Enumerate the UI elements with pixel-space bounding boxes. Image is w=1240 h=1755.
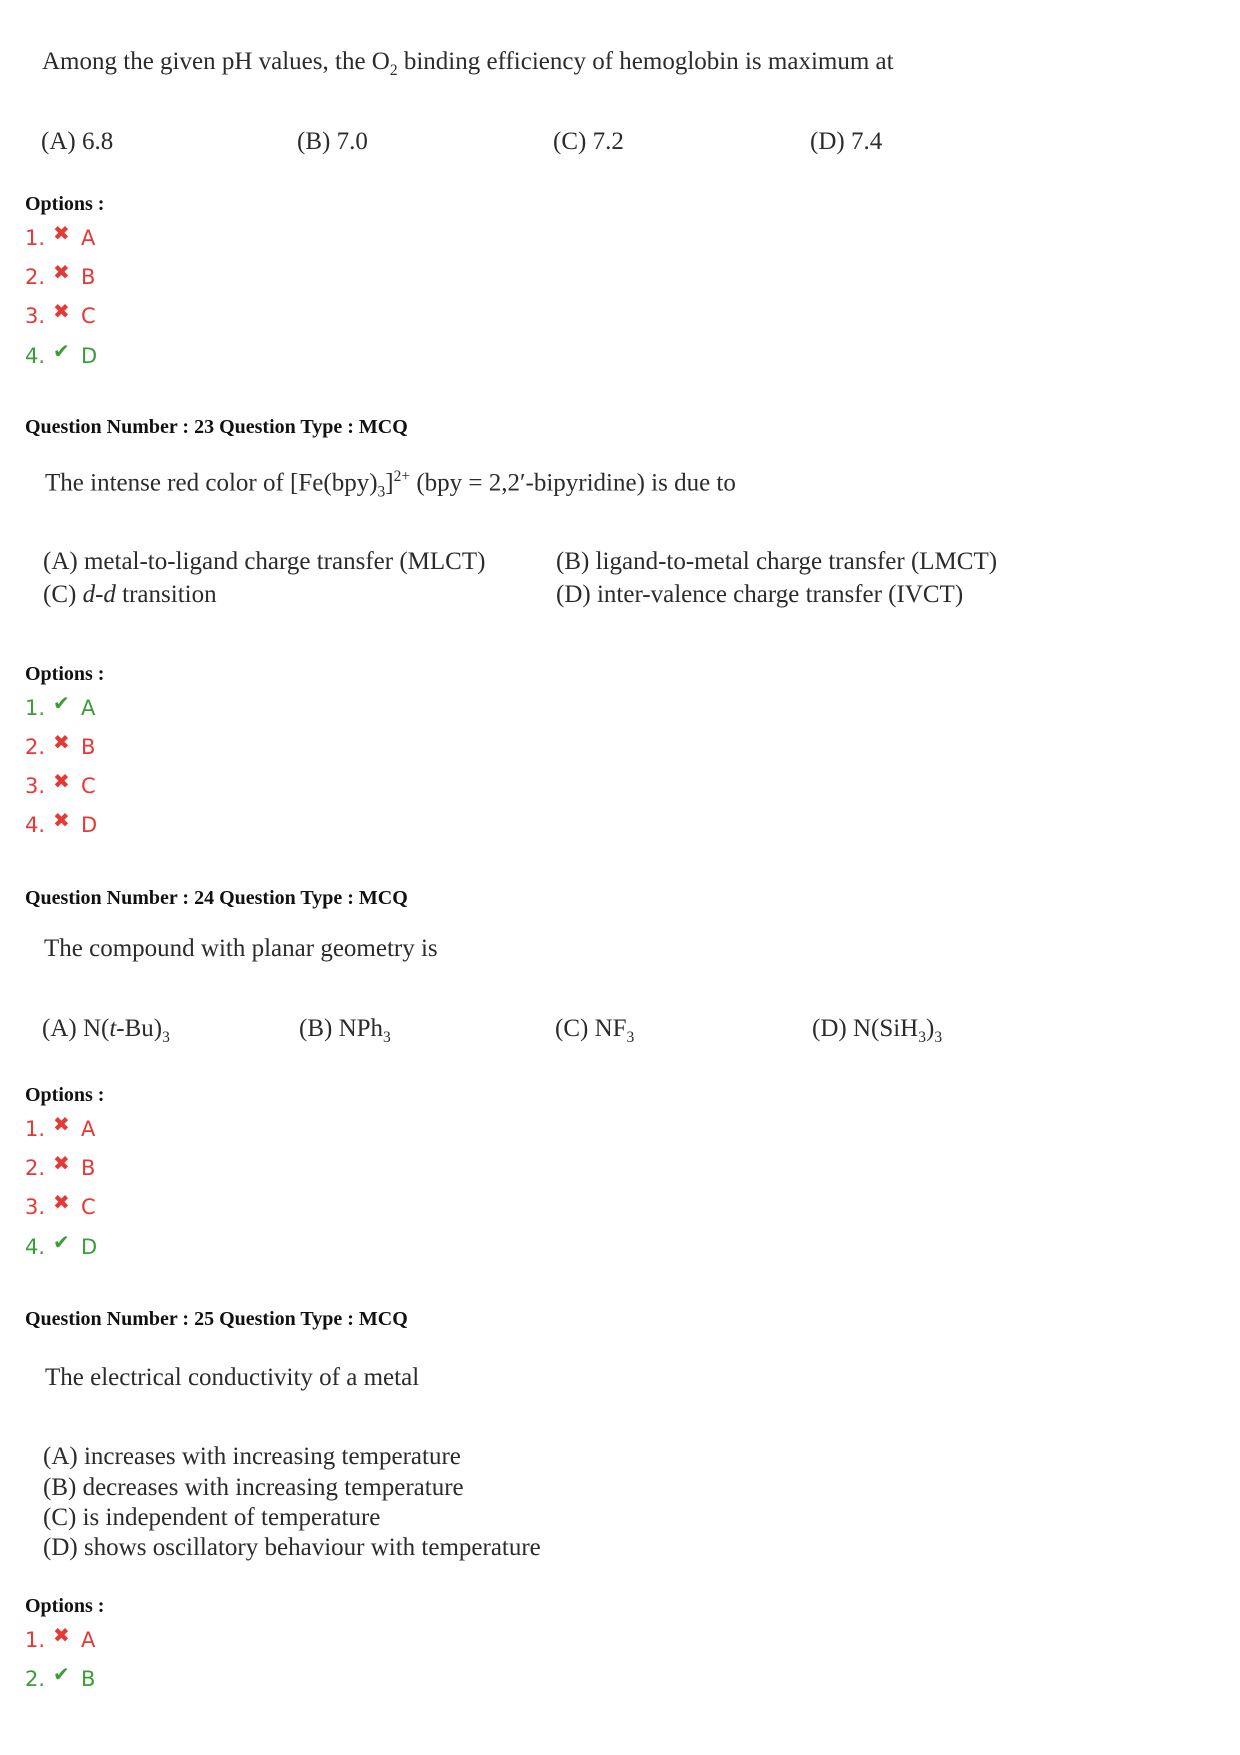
option-row[interactable]: 2. ✖ B bbox=[25, 730, 96, 759]
choice-a: (A) $N(t-Bu)_3$ bbox=[42, 1015, 170, 1046]
question-stem: The compound with planar geometry is bbox=[44, 935, 438, 962]
question-stem: The electrical conductivity of a metal bbox=[45, 1364, 420, 1391]
cross-icon: ✖ bbox=[53, 1190, 70, 1214]
option-row[interactable]: 2. ✔ B bbox=[25, 1662, 96, 1691]
choice-d: (D) 7.4 bbox=[810, 128, 883, 155]
cross-icon: ✖ bbox=[53, 1623, 70, 1647]
cross-icon: ✖ bbox=[53, 730, 70, 754]
choice-a: (A) increases with increasing temperature bbox=[43, 1443, 461, 1470]
check-icon: ✔ bbox=[53, 1662, 70, 1686]
check-icon: ✔ bbox=[53, 1230, 70, 1254]
option-row[interactable]: 3. ✖ C bbox=[25, 299, 96, 328]
option-row[interactable]: 3. ✖ C bbox=[25, 769, 96, 798]
cross-icon: ✖ bbox=[53, 808, 70, 832]
choice-b: (B) decreases with increasing temperature bbox=[43, 1474, 464, 1501]
choice-c: (C) $NF_3$ bbox=[555, 1015, 635, 1046]
options-label: Options : bbox=[25, 1595, 105, 1617]
check-icon: ✔ bbox=[53, 691, 70, 715]
option-row[interactable]: 4. ✖ D bbox=[25, 808, 98, 837]
option-row[interactable]: 1. ✖ A bbox=[25, 221, 96, 250]
question-header: Question Number : 23 Question Type : MCQ bbox=[25, 416, 408, 438]
choice-a: (A) metal-to-ligand charge transfer (MLCT) bbox=[43, 548, 486, 575]
choice-b: (B) NPh$_3$ bbox=[299, 1015, 391, 1046]
choice-d: (D) inter-valence charge transfer (IVCT) bbox=[556, 581, 964, 608]
choice-a: (A) 6.8 bbox=[41, 128, 114, 155]
options-label: Options : bbox=[25, 1084, 105, 1106]
option-row[interactable]: 2. ✖ B bbox=[25, 260, 96, 289]
cross-icon: ✖ bbox=[53, 1112, 70, 1136]
choice-c: (C) 7.2 bbox=[553, 128, 624, 155]
options-label: Options : bbox=[25, 663, 105, 685]
option-row[interactable]: 4. ✔ D bbox=[25, 339, 98, 368]
option-row[interactable]: 2. ✖ B bbox=[25, 1151, 96, 1180]
option-row[interactable]: 4. ✔ D bbox=[25, 1230, 98, 1259]
choice-c: (C) is independent of temperature bbox=[43, 1504, 381, 1531]
cross-icon: ✖ bbox=[53, 1151, 70, 1175]
option-row[interactable]: 1. ✖ A bbox=[25, 1623, 96, 1652]
option-row[interactable]: 1. ✔ A bbox=[25, 691, 96, 720]
option-row[interactable]: 3. ✖ C bbox=[25, 1190, 96, 1219]
question-stem: Among the given pH values, the $O_2$ binding efficiency of hemoglobin is maximum at bbox=[42, 48, 894, 79]
choice-d: (D) $N(SiH_3)_3$ bbox=[812, 1015, 943, 1046]
cross-icon: ✖ bbox=[53, 299, 70, 323]
option-row[interactable]: 1. ✖ A bbox=[25, 1112, 96, 1141]
choice-c: (C) d-d transition bbox=[43, 581, 217, 608]
check-icon: ✔ bbox=[53, 339, 70, 363]
options-label: Options : bbox=[25, 193, 105, 215]
question-header: Question Number : 24 Question Type : MCQ bbox=[25, 887, 408, 909]
cross-icon: ✖ bbox=[53, 260, 70, 284]
question-header: Question Number : 25 Question Type : MCQ bbox=[25, 1308, 408, 1330]
question-stem: The intense red color of $[Fe(bpy)_3]^{2+}$ (bpy = 2,2′-bipyridine) is due to bbox=[45, 468, 736, 501]
choice-b: (B) ligand-to-metal charge transfer (LMCT) bbox=[556, 548, 998, 575]
choice-b: (B) 7.0 bbox=[297, 128, 368, 155]
cross-icon: ✖ bbox=[53, 221, 70, 245]
cross-icon: ✖ bbox=[53, 769, 70, 793]
choice-d: (D) shows oscillatory behaviour with temperature bbox=[43, 1534, 541, 1561]
